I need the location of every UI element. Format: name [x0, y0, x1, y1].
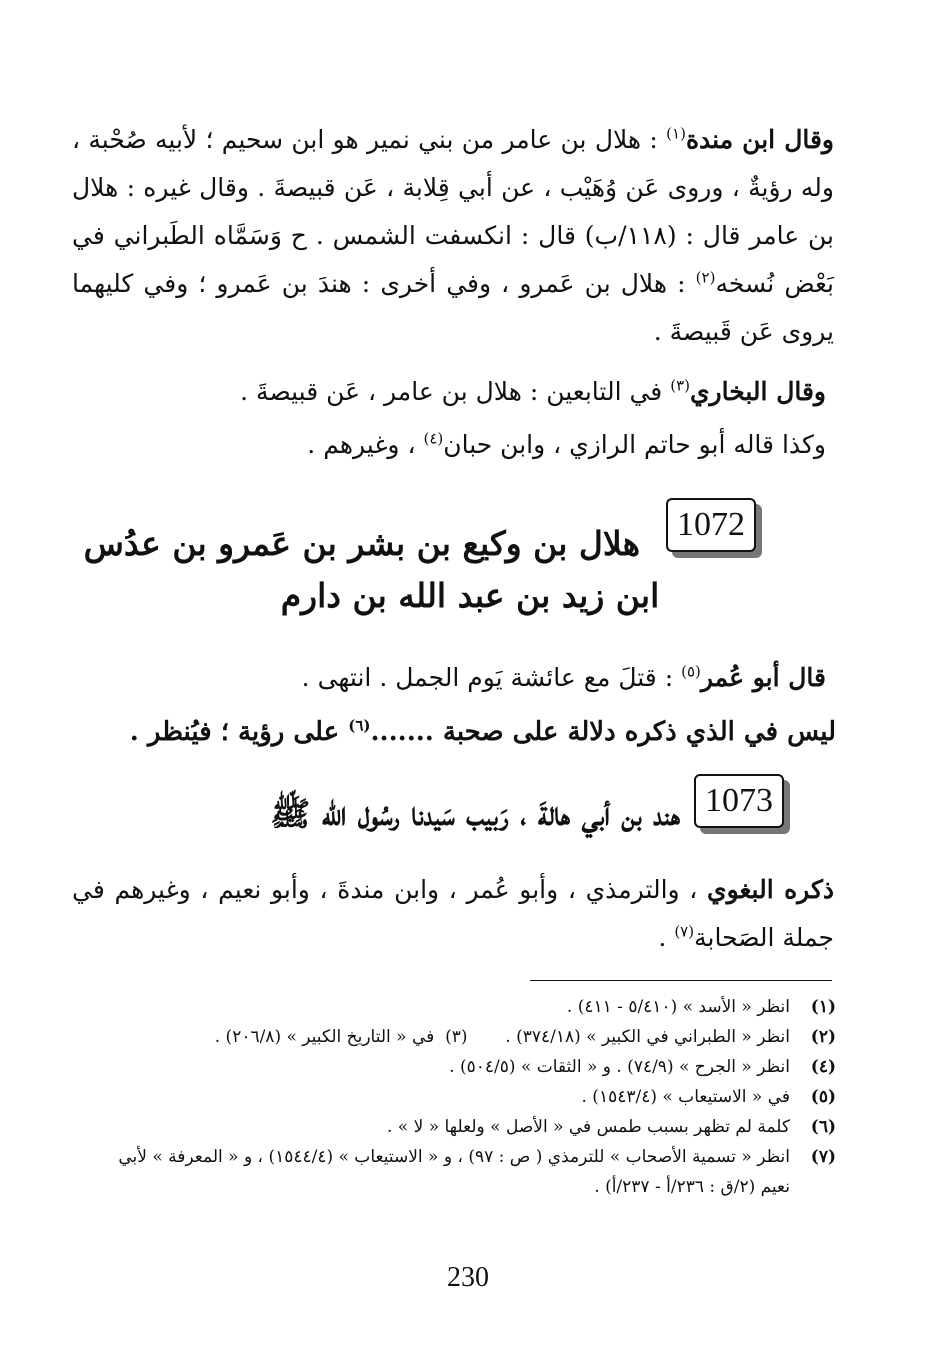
paragraph-text: : هلال بن عامر من بني نمير هو ابن سحيم ؛ لأبيه صُحْبة ، وله رؤيةٌ ، وروى عَن وُهَيْب ، عن أبي قِلابة ، عَن قبيصةَ . وقال غيره : هلال بن عامر قال : (١١٨/ب) قال : انكسفت الشمس . ح وَسَمَّاه الطَبراني في بَعْض نُسخه — [72, 125, 834, 298]
abu-hatim-line — [126, 425, 826, 465]
abu-hatim-text-end: ، وغيرهم . — [307, 430, 424, 459]
footnote-ref-6: (٦) — [348, 716, 371, 735]
footnote-number: (٢) — [810, 1027, 836, 1047]
entry-title-1072-line1: هلال بن وكيع بن بشر بن عَمرو بن عدُس — [83, 524, 640, 563]
editor-note-text: ليس في الذي ذكره دلالة على صحبة ....... — [370, 717, 836, 747]
footnote-ref-3: (٣) — [670, 376, 690, 395]
baghawi-lead: ذكره البغوي — [707, 875, 835, 904]
paragraph-text-end: : هلال بن عَمرو ، وفي أخرى : هندَ بن عَمرو ؛ وفي كليهما يروى عَن قَبيصةَ . — [72, 269, 834, 346]
footnotes — [100, 992, 836, 1202]
footnote-number: (١) — [810, 997, 836, 1017]
entry-title-1073: هند بن أبي هالةَ ، رَبيب سَيدنا رسُول الله ﷺ — [270, 794, 680, 833]
bukhari-line — [126, 372, 826, 412]
footnote-text: كلمة لم تظهر بسبب طمس في « الأصل » ولعلها « لا » . — [386, 1117, 790, 1137]
footnote-item — [100, 1112, 836, 1142]
footnote-item — [100, 1142, 836, 1202]
footnote-number: (٤) — [810, 1057, 836, 1077]
abu-hatim-text: وكذا قاله أبو حاتم الرازي ، وابن حبان — [443, 430, 826, 459]
baghawi-text: ، والترمذي ، وأبو عُمر ، وابن مندةَ ، وأبو نعيم ، وغيرهم في جملة الصَحابة — [72, 875, 834, 952]
editor-note-text-end: على رؤية ؛ فيُنظر . — [129, 717, 349, 747]
paragraph-baghawi — [72, 866, 834, 962]
paragraph-ibn-manda — [72, 116, 834, 356]
footnote-divider — [530, 980, 832, 981]
entry-number-box-1072: 1072 — [666, 498, 756, 552]
abu-umar-line — [126, 658, 826, 698]
editor-note-line — [96, 712, 836, 752]
footnote-item — [100, 1082, 836, 1112]
baghawi-text-end: . — [658, 923, 675, 952]
entry-number-box-1073: 1073 — [694, 774, 784, 828]
entry-title-1072-line2: ابن زيد بن عبد الله بن دارم — [280, 576, 660, 615]
page-number: 230 — [447, 1262, 489, 1293]
footnote-ref-5: (٥) — [681, 662, 701, 681]
footnote-number: (٥) — [810, 1087, 836, 1107]
abu-umar-lead: قال أبو عُمر — [700, 663, 826, 692]
footnote-ref-2: (٢) — [695, 268, 716, 287]
footnote-number: (٧) — [810, 1147, 836, 1167]
footnote-text: انظر « تسمية الأصحاب » للترمذي ( ص : ٩٧) ، و « الاستيعاب » (١٥٤٤/٤) ، و « المعرفة » لأبي نعيم (٢/ق : ٢٣٦/أ - ٢٣٧/أ) . — [118, 1147, 790, 1197]
abu-umar-text: : قتلَ مع عائشة يَوم الجمل . انتهى . — [301, 663, 682, 692]
footnote-text: في « الاستيعاب » (١٥٤٣/٤) . — [581, 1087, 790, 1107]
paragraph-lead: وقال ابن مندة — [685, 125, 834, 154]
footnote-ref-4: (٤) — [423, 429, 444, 448]
footnote-number: (٦) — [810, 1117, 836, 1137]
footnote-ref-1: (١) — [666, 124, 686, 143]
footnote-text: انظر « الطبراني في الكبير » (٣٧٤/١٨) . (٣) في « التاريخ الكبير » (٢٠٦/٨) . — [214, 1027, 790, 1047]
bukhari-lead: وقال البخاري — [689, 377, 826, 406]
footnote-item — [100, 1022, 836, 1052]
footnote-item — [100, 1052, 836, 1082]
footnote-text: انظر « الأسد » (٥/٤١٠ - ٤١١) . — [566, 997, 790, 1017]
footnote-item — [100, 992, 836, 1022]
bukhari-text: في التابعين : هلال بن عامر ، عَن قبيصةَ . — [240, 377, 671, 406]
footnote-ref-7: (٧) — [674, 922, 695, 941]
footnote-text: انظر « الجرح » (٧٤/٩) . و « الثقات » (٥٠٤/٥) . — [449, 1057, 790, 1077]
